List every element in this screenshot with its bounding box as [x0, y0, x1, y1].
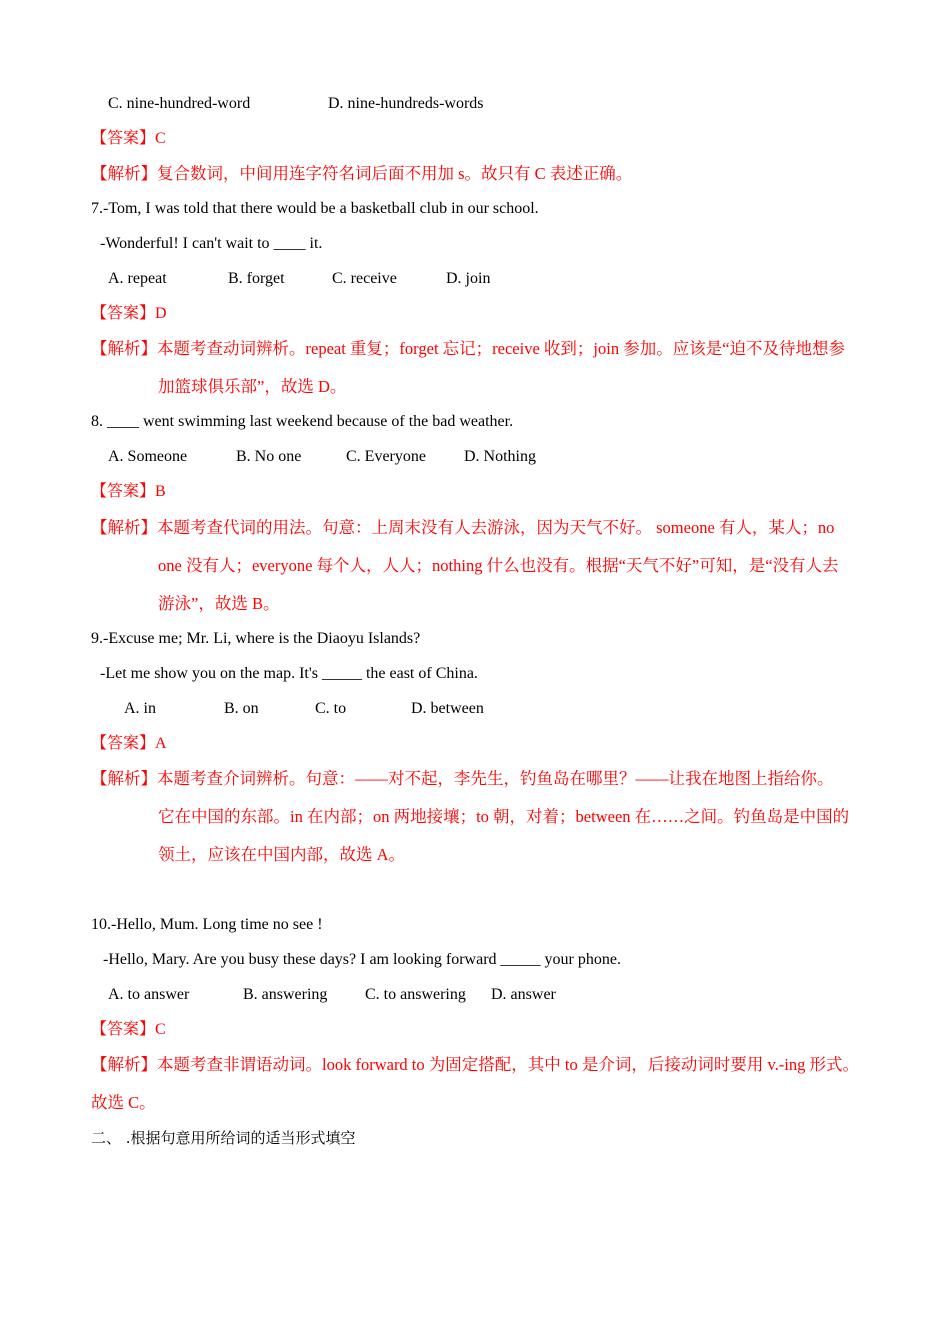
- q8-option-a: A. Someone: [108, 448, 188, 465]
- q9-analysis-line-1: 【解析】本题考查介词辨析。句意：——对不起，李先生，钓鱼岛在哪里？——让我在地图上指给你。: [91, 769, 834, 788]
- q9-analysis-line-2: 它在中国的东部。in 在内部；on 两地接壤；to 朝，对着；between 在……之间。钓鱼岛是中国的: [158, 807, 850, 826]
- q7-stem: 7.-Tom, I was told that there would be a basketball club in our school.: [91, 200, 539, 217]
- q6-option-c: C. nine-hundred-word: [108, 95, 251, 112]
- q8-stem: 8. ____ went swimming last weekend because of the bad weather.: [91, 413, 514, 430]
- q10-answer: 【答案】C: [91, 1021, 166, 1038]
- q7-stem-2: -Wonderful! I can't wait to ____ it.: [100, 235, 323, 252]
- q9-stem: 9.-Excuse me; Mr. Li, where is the Diaoyu Islands?: [91, 630, 421, 647]
- q10-option-c: C. to answering: [365, 986, 466, 1003]
- q8-analysis-line-2: one 没有人；everyone 每个人，人人；nothing 什么也没有。根据“天气不好”可知，是“没有人去: [158, 556, 839, 575]
- q7-option-d: D. join: [446, 270, 491, 287]
- q7-answer: 【答案】D: [91, 305, 167, 322]
- q7-option-b: B. forget: [228, 270, 285, 287]
- q9-option-c: C. to: [315, 700, 347, 717]
- q7-analysis-line-1: 【解析】本题考查动词辨析。repeat 重复；forget 忘记；receive 收到；join 参加。应该是“迫不及待地想参: [91, 339, 846, 358]
- q8-analysis-line-3: 游泳”，故选 B。: [158, 594, 280, 613]
- q8-analysis-line-1: 【解析】本题考查代词的用法。句意：上周末没有人去游泳，因为天气不好。 someone 有人，某人；no: [91, 518, 835, 537]
- q9-stem-2: -Let me show you on the map. It's _____ the east of China.: [100, 665, 478, 682]
- q10-option-d: D. answer: [491, 986, 556, 1003]
- q10-stem-2: -Hello, Mary. Are you busy these days? I am looking forward _____ your phone.: [103, 951, 621, 968]
- q9-option-b: B. on: [224, 700, 259, 717]
- q7-analysis-line-2: 加篮球俱乐部”，故选 D。: [158, 377, 347, 396]
- q10-analysis-line-2: 故选 C。: [91, 1093, 156, 1112]
- q8-option-b: B. No one: [236, 448, 302, 465]
- q9-analysis-line-3: 领土，应该在中国内部，故选 A。: [158, 845, 406, 864]
- q9-answer: 【答案】A: [91, 735, 167, 752]
- q9-option-a: A. in: [124, 700, 156, 717]
- q10-option-b: B. answering: [243, 986, 328, 1003]
- q10-stem: 10.-Hello, Mum. Long time no see !: [91, 916, 323, 933]
- q6-option-d: D. nine-hundreds-words: [328, 95, 484, 112]
- q8-option-d: D. Nothing: [464, 448, 536, 465]
- q9-option-d: D. between: [411, 700, 484, 717]
- q6-answer: 【答案】C: [91, 130, 166, 147]
- q7-option-c: C. receive: [332, 270, 397, 287]
- q10-analysis-line-1: 【解析】本题考查非谓语动词。look forward to 为固定搭配，其中 to 是介词，后接动词时要用 v.-ing 形式。: [91, 1055, 859, 1074]
- q8-option-c: C. Everyone: [346, 448, 426, 465]
- q8-answer: 【答案】B: [91, 483, 166, 500]
- q10-option-a: A. to answer: [108, 986, 190, 1003]
- section-2-heading: 二、 .根据句意用所给词的适当形式填空: [91, 1129, 356, 1147]
- q6-analysis-line-1: 【解析】复合数词，中间用连字符名词后面不用加 s。故只有 C 表述正确。: [91, 164, 633, 183]
- q7-option-a: A. repeat: [108, 270, 167, 287]
